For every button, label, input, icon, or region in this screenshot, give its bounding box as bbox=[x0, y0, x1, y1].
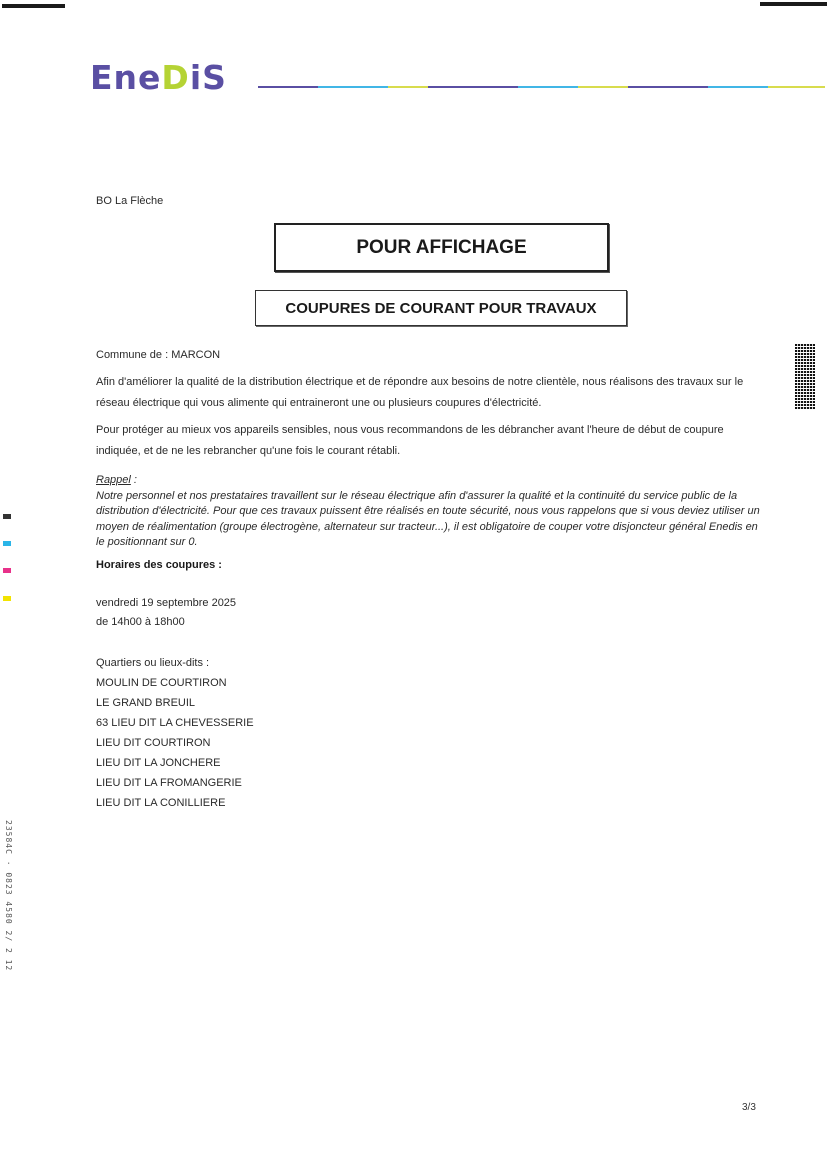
outage-date: vendredi 19 septembre 2025 bbox=[96, 597, 237, 609]
print-swatch-black bbox=[3, 514, 11, 519]
logo-decorative-line bbox=[258, 86, 825, 88]
scan-mark-top-right bbox=[760, 2, 827, 6]
list-item: 63 LIEU DIT LA CHEVESSERIE bbox=[96, 717, 254, 729]
list-item: LIEU DIT LA FROMANGERIE bbox=[96, 777, 242, 789]
page-number: 3/3 bbox=[742, 1102, 756, 1113]
rappel-block bbox=[96, 473, 761, 551]
paragraph-recommendation: Pour protéger au mieux vos appareils sensibles, nous vous recommandons de les débrancher avant l'heure de début de coupure indiquée, et de ne les rebrancher qu'une fois le courant rétabli. bbox=[96, 424, 724, 457]
office-name: BO La Flèche bbox=[96, 195, 164, 207]
list-item: LIEU DIT LA JONCHERE bbox=[96, 757, 221, 769]
quartiers-list bbox=[96, 653, 254, 813]
print-swatch-magenta bbox=[3, 568, 11, 573]
quartiers-label: Quartiers ou lieux-dits : bbox=[96, 657, 210, 669]
rappel-title-suffix: : bbox=[130, 474, 137, 486]
side-tracking-code: 23584C · 0823 4580 2/ 2 12 bbox=[4, 820, 13, 972]
commune: Commune de : MARCON bbox=[96, 349, 221, 361]
print-swatch-yellow bbox=[3, 596, 11, 601]
list-item: LE GRAND BREUIL bbox=[96, 697, 196, 709]
horaires-label: Horaires des coupures : bbox=[96, 559, 222, 571]
outage-time: de 14h00 à 18h00 bbox=[96, 616, 185, 628]
list-item: LIEU DIT LA CONILLIERE bbox=[96, 797, 226, 809]
rappel-title: Rappel bbox=[96, 474, 131, 486]
enedis-logo: EneDiS bbox=[90, 58, 227, 97]
rappel-text: Notre personnel et nos prestataires travaillent sur le réseau électrique afin d'assurer la qualité et la continuité du service public de la distribution d'électricité. Pour que ces travaux puissent être réalisés en toute sécurité, nous vous rappelons que si vous deviez utiliser un moyen de réalimentation (groupe électrogène, alternateur sur tracteur...), il est obligatoire de couper votre disjoncteur général Enedis en le positionnant sur 0. bbox=[96, 489, 760, 548]
paragraph-intro: Afin d'améliorer la qualité de la distribution électrique et de répondre aux besoins de notre clientèle, nous réalisons des travaux sur le réseau électrique qui vous alimente qui entraineront une ou plusieurs coupures d'électricité. bbox=[96, 376, 744, 409]
title-sub: COUPURES DE COURANT POUR TRAVAUX bbox=[255, 290, 627, 326]
list-item: MOULIN DE COURTIRON bbox=[96, 677, 227, 689]
list-item: LIEU DIT COURTIRON bbox=[96, 737, 211, 749]
scan-mark-top-left bbox=[2, 4, 65, 8]
title-main: POUR AFFICHAGE bbox=[274, 223, 609, 272]
print-swatch-cyan bbox=[3, 541, 11, 546]
datamatrix-code-icon bbox=[795, 343, 815, 409]
